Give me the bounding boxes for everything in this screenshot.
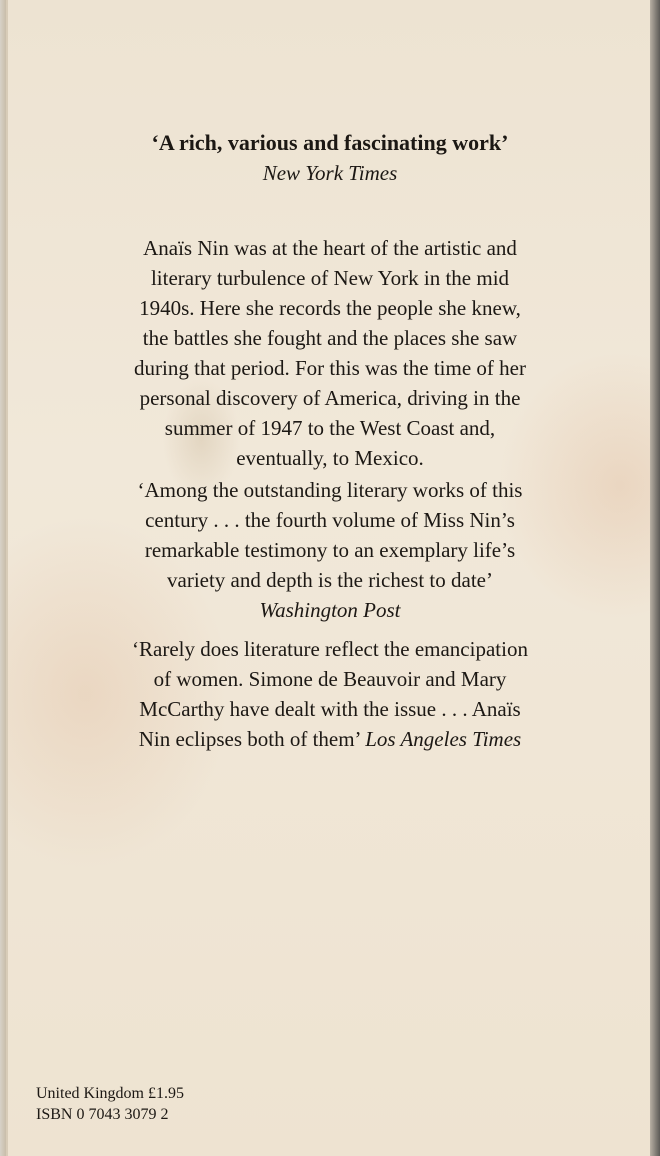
blurb-line: eventually, to Mexico. — [236, 446, 424, 470]
quote-line: McCarthy have dealt with the issue . . . Anaïs — [139, 697, 521, 721]
isbn-text: ISBN 0 7043 3079 2 — [36, 1106, 169, 1123]
headline-quote-text: ‘A rich, various and fascinating work’ — [151, 130, 509, 155]
quote-line: ‘Among the outstanding literary works of this — [137, 478, 523, 502]
quote-source: Los Angeles Times — [365, 727, 522, 751]
headline-quote-source: New York Times — [262, 161, 398, 185]
price-isbn-block — [36, 1083, 184, 1125]
quote-line-text: Nin eclipses both of them’ — [138, 727, 360, 751]
blurb-line: during that period. For this was the time of her — [134, 356, 526, 380]
quote-last-line — [8, 724, 652, 754]
quote-source: Washington Post — [259, 598, 401, 622]
headline-quote — [8, 128, 652, 188]
page-edge-shadow — [650, 0, 660, 1156]
washington-post-quote — [8, 475, 652, 625]
blurb-line: 1940s. Here she records the people she knew, — [139, 296, 521, 320]
back-cover — [6, 0, 652, 1156]
blurb-line: personal discovery of America, driving in the — [139, 386, 521, 410]
quote-line: of women. Simone de Beauvoir and Mary — [153, 667, 507, 691]
los-angeles-times-quote — [8, 634, 652, 754]
blurb-paragraph — [8, 233, 652, 473]
quote-line: variety and depth is the richest to date’ — [167, 568, 493, 592]
blurb-line: Anaïs Nin was at the heart of the artistic and — [143, 236, 517, 260]
blurb-line: the battles she fought and the places she saw — [142, 326, 518, 350]
price-text: United Kingdom £1.95 — [36, 1085, 184, 1102]
quote-line: century . . . the fourth volume of Miss Nin’s — [145, 508, 515, 532]
blurb-line: summer of 1947 to the West Coast and, — [164, 416, 496, 440]
blurb-line: literary turbulence of New York in the mid — [150, 266, 510, 290]
quote-line: remarkable testimony to an exemplary life’s — [144, 538, 516, 562]
quote-line: ‘Rarely does literature reflect the emancipation — [132, 637, 528, 661]
